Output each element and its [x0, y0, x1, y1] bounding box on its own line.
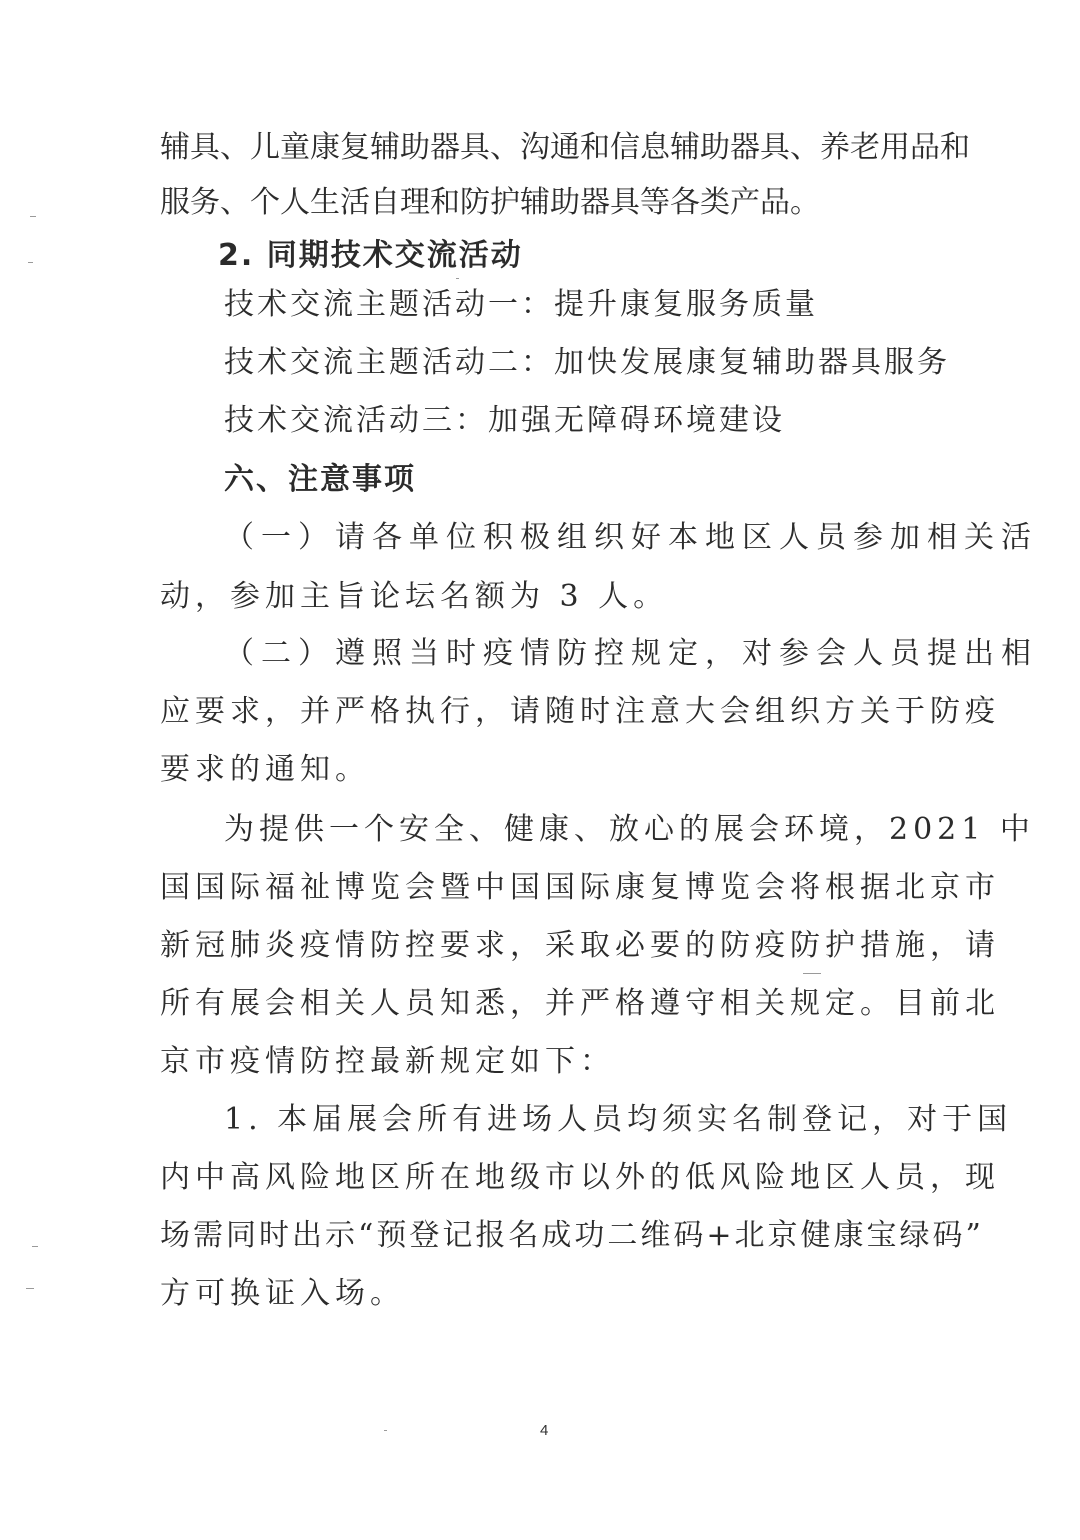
text-line: 辅具、儿童康复辅助器具、沟通和信息辅助器具、养老用品和	[160, 130, 970, 165]
text-line: 场需同时出示“预登记报名成功二维码+北京健康宝绿码”	[160, 1218, 984, 1253]
scan-speck	[803, 973, 821, 974]
text-line: 服务、个人生活自理和防护辅助器具等各类产品。	[160, 185, 820, 220]
text-line: 技术交流主题活动一：提升康复服务质量	[224, 287, 818, 322]
text-line: 技术交流主题活动二：加快发展康复辅助器具服务	[224, 345, 950, 380]
text-line: 国国际福祉博览会暨中国国际康复博览会将根据北京市	[160, 870, 1000, 905]
scan-speck	[456, 278, 459, 279]
text-line: 方可换证入场。	[160, 1276, 405, 1311]
text-line: 内中高风险地区所在地级市以外的低风险地区人员，现	[160, 1160, 1000, 1195]
scan-speck	[30, 216, 36, 217]
text-line: 动，参加主旨论坛名额为 3 人。	[160, 579, 669, 614]
scan-speck	[26, 1288, 34, 1289]
text-line: 1. 本届展会所有进场人员均须实名制登记，对于国	[224, 1102, 1013, 1137]
scan-speck	[384, 1430, 387, 1431]
text-line: （一）请各单位积极组织好本地区人员参加相关活	[224, 520, 1038, 555]
text-line: 京市疫情防控最新规定如下：	[160, 1044, 615, 1079]
text-line: （二）遵照当时疫情防控规定，对参会人员提出相	[224, 636, 1038, 671]
section-heading: 六、注意事项	[224, 462, 416, 497]
page-number: 4	[540, 1422, 549, 1439]
text-line: 为提供一个安全、健康、放心的展会环境，2021 中	[224, 812, 1035, 847]
text-line: 新冠肺炎疫情防控要求，采取必要的防疫防护措施，请	[160, 928, 1000, 963]
text-line: 要求的通知。	[160, 752, 370, 787]
section-heading: 2. 同期技术交流活动	[218, 238, 523, 273]
scan-speck	[32, 1246, 38, 1247]
text-line: 所有展会相关人员知悉，并严格遵守相关规定。目前北	[160, 986, 1000, 1021]
text-line: 技术交流活动三：加强无障碍环境建设	[224, 403, 785, 438]
scan-speck	[28, 262, 33, 263]
text-line: 应要求，并严格执行，请随时注意大会组织方关于防疫	[160, 694, 1000, 729]
